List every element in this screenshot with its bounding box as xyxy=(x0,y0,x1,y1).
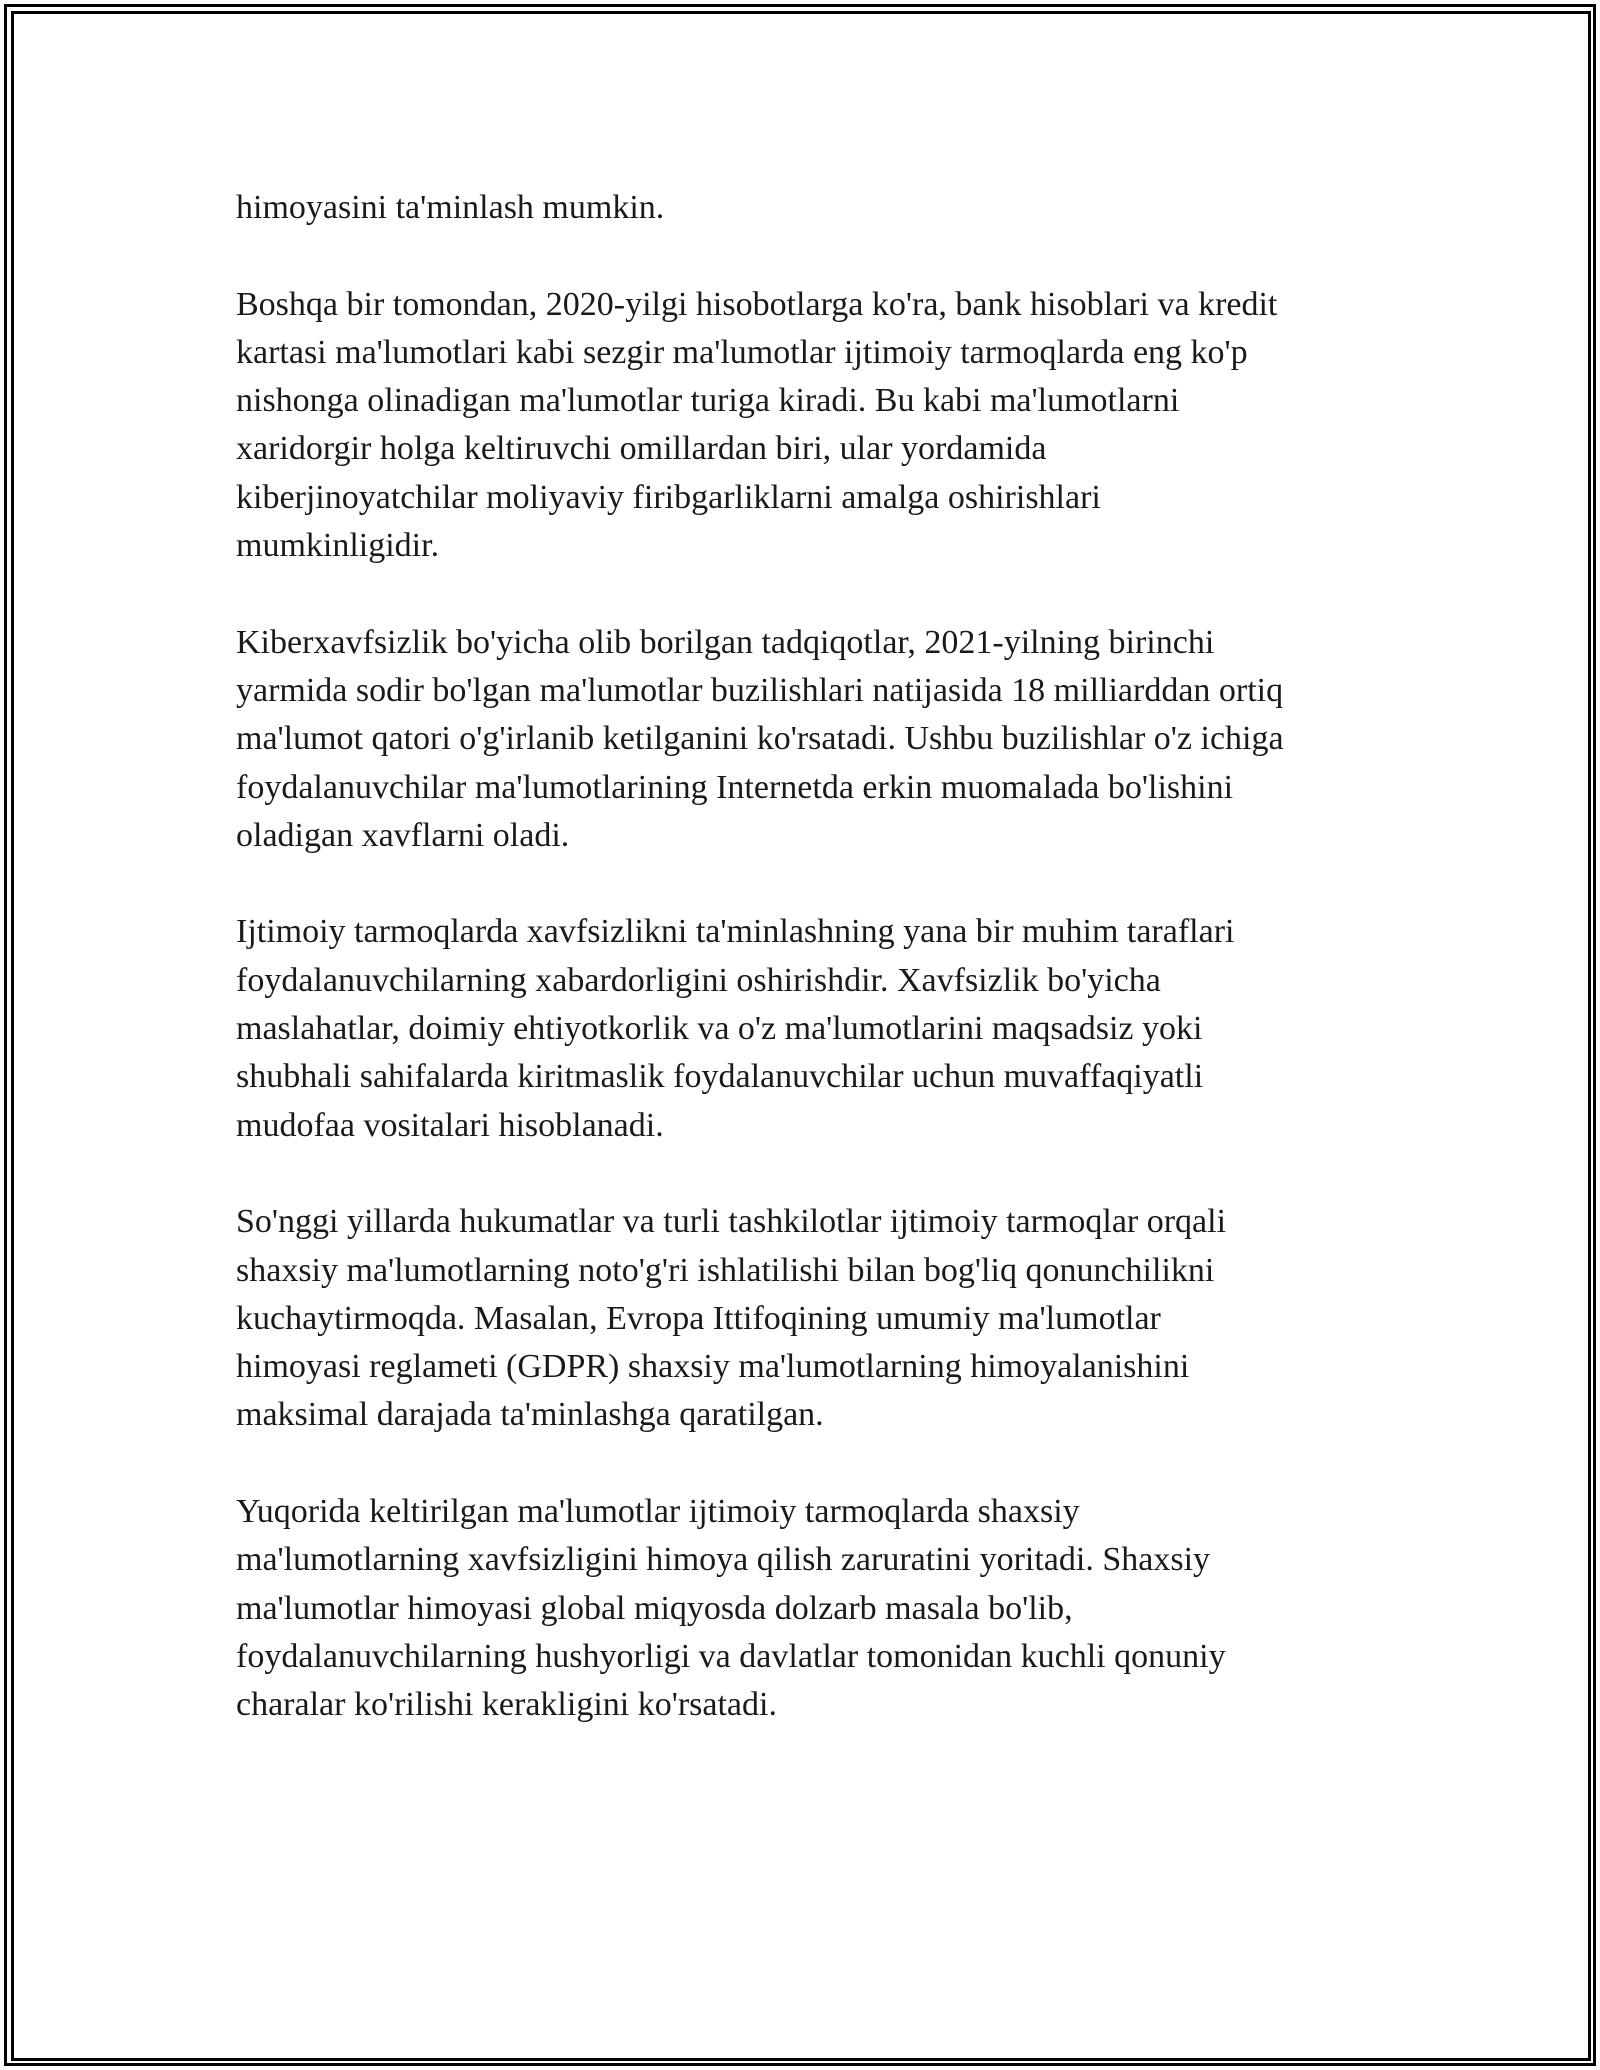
paragraph-4: Ijtimoiy tarmoqlarda xavfsizlikni ta'minlashning yana bir muhim taraflari foydalanuvchilarning xabardorligini oshirishdir. Xavfsizlik bo'yicha maslahatlar, doimiy ehtiyotkorlik va o'z ma'lumotlarini maqsadsiz yoki shubhali sahifalarda kiritmaslik foydalanuvchilar uchun muvaffaqiyatli mudofaa vositalari hisoblanadi. xyxy=(236,913,1235,1144)
paragraph-6: Yuqorida keltirilgan ma'lumotlar ijtimoiy tarmoqlarda shaxsiy ma'lumotlarning xavfsizligini himoya qilish zaruratini yoritadi. Shaxsiy ma'lumotlar himoyasi global miqyosda dolzarb masala bo'lib, foydalanuvchilarning hushyorligi va davlatlar tomonidan kuchli qonuniy charalar ko'rilishi kerakligini ko'rsatadi. xyxy=(236,1493,1226,1724)
paragraph-3: Kiberxavfsizlik bo'yicha olib borilgan tadqiqotlar, 2021-yilning birinchi yarmida sodir bo'lgan ma'lumotlar buzilishlari natijasida 18 milliarddan ortiq ma'lumot qatori o'g'irlanib ketilganini ko'rsatadi. Ushbu buzilishlar o'z ichiga foydalanuvchilar ma'lumotlarining Internetda erkin muomalada bo'lishini oladigan xavflarni oladi. xyxy=(236,623,1284,854)
document-body xyxy=(236,184,1396,1778)
paragraph-1: himoyasini ta'minlash mumkin. xyxy=(236,189,665,226)
paragraph-5: So'nggi yillarda hukumatlar va turli tashkilotlar ijtimoiy tarmoqlar orqali shaxsiy ma'lumotlarning noto'g'ri ishlatilishi bilan bog'liq qonunchilikni kuchaytirmoqda. Masalan, Evropa Ittifoqining umumiy ma'lumotlar himoyasi reglameti (GDPR) shaxsiy ma'lumotlarning himoyalanishini maksimal darajada ta'minlashga qaratilgan. xyxy=(236,1203,1227,1434)
paragraph-2: Boshqa bir tomondan, 2020-yilgi hisobotlarga ko'ra, bank hisoblari va kredit kartasi ma'lumotlari kabi sezgir ma'lumotlar ijtimoiy tarmoqlarda eng ko'p nishonga olinadigan ma'lumotlar turiga kiradi. Bu kabi ma'lumotlarni xaridorgir holga keltiruvchi omillardan biri, ular yordamida kiberjinoyatchilar moliyaviy firibgarliklarni amalga oshirishlari mumkinligidir. xyxy=(236,285,1278,565)
